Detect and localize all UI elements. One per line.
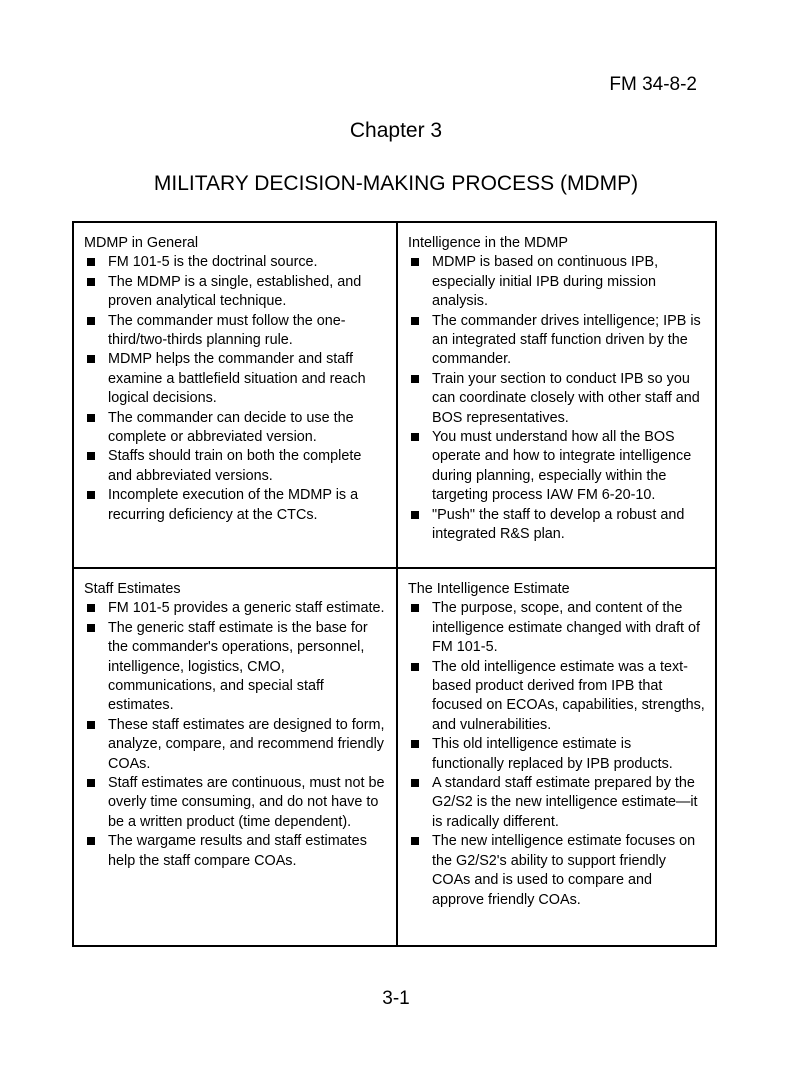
summary-table (72, 221, 717, 947)
bullet-item: Incomplete execution of the MDMP is a recurring deficiency at the CTCs. (84, 486, 386, 525)
bullet-item: The wargame results and staff estimates help the staff compare COAs. (84, 832, 386, 871)
bullet-item: Staffs should train on both the complete and abbreviated versions. (84, 447, 386, 486)
bullet-item: A standard staff estimate prepared by the G2/S2 is the new intelligence estimate—it is radically different. (408, 774, 705, 832)
bullet-list (408, 599, 705, 910)
bullet-item: FM 101-5 provides a generic staff estimate. (84, 599, 386, 618)
cell-staff-estimates (74, 569, 398, 945)
bullet-item: The purpose, scope, and content of the intelligence estimate changed with draft of FM 101-5. (408, 599, 705, 657)
bullet-item: The MDMP is a single, established, and proven analytical technique. (84, 273, 386, 312)
cell-intelligence-estimate (398, 569, 715, 945)
cell-heading: Intelligence in the MDMP (408, 235, 568, 251)
chapter-number: Chapter 3 (349, 119, 443, 142)
cell-heading: MDMP in General (84, 235, 199, 251)
bullet-item: The generic staff estimate is the base for the commander's operations, personnel, intelligence, logistics, CMO, communications, and special staff estimates. (84, 619, 386, 716)
bullet-item: Staff estimates are continuous, must not be overly time consuming, and do not have to be a written product (time dependent). (84, 774, 386, 832)
bullet-item: MDMP helps the commander and staff examine a battlefield situation and reach logical decisions. (84, 350, 386, 408)
bullet-item: These staff estimates are designed to form, analyze, compare, and recommend friendly COAs. (84, 716, 386, 774)
page-number: 3-1 (382, 988, 410, 1009)
bullet-item: FM 101-5 is the doctrinal source. (84, 253, 386, 272)
cell-heading: The Intelligence Estimate (408, 581, 570, 597)
bullet-item: The commander must follow the one-third/two-thirds planning rule. (84, 312, 386, 351)
bullet-list (408, 253, 705, 544)
chapter-title: MILITARY DECISION-MAKING PROCESS (MDMP) (153, 172, 639, 195)
bullet-item: "Push" the staff to develop a robust and integrated R&S plan. (408, 506, 705, 545)
bullet-item: The new intelligence estimate focuses on the G2/S2's ability to support friendly COAs and is used to compare and approve friendly COAs. (408, 832, 705, 910)
bullet-list (84, 253, 386, 525)
bullet-item: You must understand how all the BOS operate and how to integrate intelligence during planning, especially within the targeting process IAW FM 6-20-10. (408, 428, 705, 506)
bullet-item: The commander drives intelligence; IPB is an integrated staff function driven by the commander. (408, 312, 705, 370)
cell-mdmp-in-general (74, 223, 398, 569)
cell-intelligence-in-mdmp (398, 223, 715, 569)
cell-heading: Staff Estimates (84, 581, 181, 597)
bullet-item: MDMP is based on continuous IPB, especially initial IPB during mission analysis. (408, 253, 705, 311)
bullet-item: This old intelligence estimate is functionally replaced by IPB products. (408, 735, 705, 774)
bullet-item: The commander can decide to use the complete or abbreviated version. (84, 409, 386, 448)
bullet-item: The old intelligence estimate was a text-based product derived from IPB that focused on ECOAs, capabilities, strengths, and vulnerabilities. (408, 658, 705, 736)
bullet-item: Train your section to conduct IPB so you can coordinate closely with other staff and BOS representatives. (408, 370, 705, 428)
bullet-list (84, 599, 386, 871)
fm-number: FM 34-8-2 (609, 74, 697, 95)
